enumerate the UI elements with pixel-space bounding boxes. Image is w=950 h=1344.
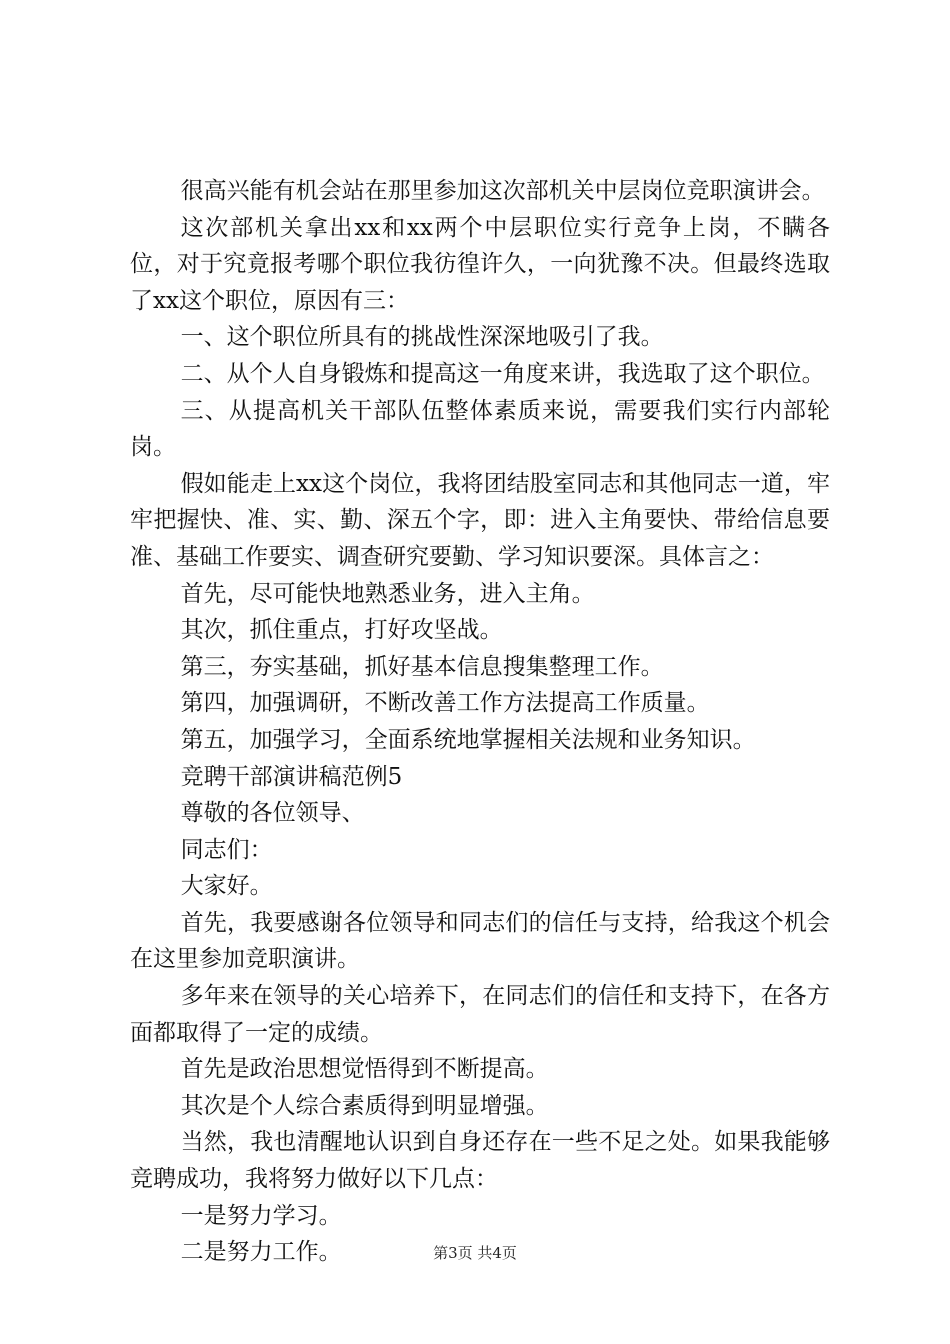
paragraph: 很高兴能有机会站在那里参加这次部机关中层岗位竞职演讲会。 — [180, 178, 825, 204]
paragraph: 多年来在领导的关心培养下，在同志们的信任和支持下，在各方面都取得了一定的成绩。 — [130, 983, 830, 1046]
paragraph: 其次，抓住重点，打好攻坚战。 — [180, 617, 503, 644]
paragraph: 一、这个职位所具有的挑战性深深地吸引了我。 — [180, 324, 664, 351]
document-body — [130, 173, 830, 1271]
paragraph: 第四，加强调研，不断改善工作方法提高工作质量。 — [180, 690, 710, 717]
paragraph: 二、从个人自身锻炼和提高这一角度来讲，我选取了这个职位。 — [180, 360, 825, 387]
greeting: 大家好。 — [180, 873, 273, 900]
page-number-footer: 第3页 共4页 — [433, 1244, 517, 1262]
paragraph: 第三，夯实基础，抓好基本信息搜集整理工作。 — [180, 653, 664, 680]
paragraph: 这次部机关拿出xx和xx两个中层职位实行竞争上岗，不瞒各位，对于究竟报考哪个职位我彷徨许久，一向犹豫不决。但最终选取了xx这个职位，原因有三： — [130, 214, 830, 314]
paragraph: 一是努力学习。 — [180, 1202, 342, 1229]
paragraph: 当然，我也清醒地认识到自身还存在一些不足之处。如果我能够竞聘成功，我将努力做好以下几点： — [130, 1129, 830, 1193]
paragraph: 假如能走上xx这个岗位，我将团结股室同志和其他同志一道，牢牢把握快、准、实、勤、深五个字，即：进入主角要快、带给信息要准、基础工作要实、调查研究要勤、学习知识要深。具体言之： — [130, 470, 830, 570]
paragraph: 首先是政治思想觉悟得到不断提高。 — [180, 1056, 549, 1083]
paragraph: 三、从提高机关干部队伍整体素质来说，需要我们实行内部轮岗。 — [130, 397, 830, 461]
section-title: 竞聘干部演讲稿范例5 — [180, 763, 403, 790]
paragraph: 第五，加强学习，全面系统地掌握相关法规和业务知识。 — [180, 726, 756, 753]
paragraph: 二是努力工作。 — [180, 1239, 342, 1266]
paragraph: 其次是个人综合素质得到明显增强。 — [180, 1092, 549, 1119]
salutation: 尊敬的各位领导、 — [180, 800, 365, 827]
salutation: 同志们： — [180, 836, 273, 863]
paragraph: 首先，我要感谢各位领导和同志们的信任与支持，给我这个机会在这里参加竞职演讲。 — [130, 909, 830, 973]
paragraph: 首先，尽可能快地熟悉业务，进入主角。 — [180, 580, 595, 607]
